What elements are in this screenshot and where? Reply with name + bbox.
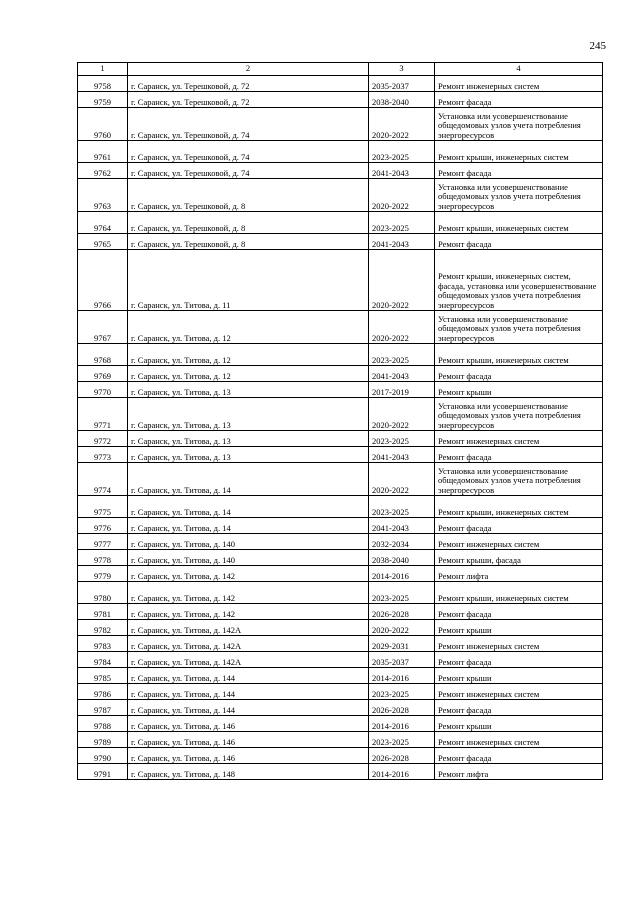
address-cell: г. Саранск, ул. Титова, д. 13 <box>128 447 369 463</box>
address-cell: г. Саранск, ул. Титова, д. 142 <box>128 582 369 604</box>
work-type-cell: Ремонт крыши, фасада <box>435 550 603 566</box>
table-row <box>78 141 603 163</box>
table-header <box>78 63 603 76</box>
address-cell: г. Саранск, ул. Титова, д. 142А <box>128 620 369 636</box>
work-type-cell: Ремонт инженерных систем <box>435 431 603 447</box>
period-cell: 2041-2043 <box>369 518 435 534</box>
address-cell: г. Саранск, ул. Титова, д. 140 <box>128 534 369 550</box>
row-number-cell: 9789 <box>78 732 128 748</box>
work-type-cell: Ремонт инженерных систем <box>435 684 603 700</box>
row-number-cell: 9786 <box>78 684 128 700</box>
work-type-cell: Ремонт лифта <box>435 764 603 780</box>
address-cell: г. Саранск, ул. Титова, д. 144 <box>128 668 369 684</box>
table-row <box>78 684 603 700</box>
address-cell: г. Саранск, ул. Титова, д. 14 <box>128 518 369 534</box>
period-cell: 2020-2022 <box>369 311 435 344</box>
work-type-cell: Ремонт фасада <box>435 366 603 382</box>
table-row <box>78 163 603 179</box>
period-cell: 2041-2043 <box>369 163 435 179</box>
row-number-cell: 9762 <box>78 163 128 179</box>
table-row <box>78 566 603 582</box>
column-header-4: 4 <box>435 63 603 76</box>
work-type-cell: Ремонт фасада <box>435 604 603 620</box>
table-row <box>78 92 603 108</box>
period-cell: 2014-2016 <box>369 716 435 732</box>
address-cell: г. Саранск, ул. Терешковой, д. 72 <box>128 76 369 92</box>
table-row <box>78 652 603 668</box>
work-type-cell: Ремонт крыши, инженерных систем <box>435 496 603 518</box>
period-cell: 2020-2022 <box>369 463 435 496</box>
row-number-cell: 9764 <box>78 212 128 234</box>
table-row <box>78 344 603 366</box>
period-cell: 2023-2025 <box>369 141 435 163</box>
row-number-cell: 9763 <box>78 179 128 212</box>
work-type-cell: Ремонт инженерных систем <box>435 534 603 550</box>
period-cell: 2023-2025 <box>369 431 435 447</box>
work-type-cell: Ремонт крыши, инженерных систем <box>435 212 603 234</box>
period-cell: 2041-2043 <box>369 366 435 382</box>
period-cell: 2020-2022 <box>369 620 435 636</box>
table-row <box>78 732 603 748</box>
column-header-1: 1 <box>78 63 128 76</box>
row-number-cell: 9761 <box>78 141 128 163</box>
table-row <box>78 620 603 636</box>
row-number-cell: 9784 <box>78 652 128 668</box>
address-cell: г. Саранск, ул. Терешковой, д. 8 <box>128 212 369 234</box>
period-cell: 2023-2025 <box>369 212 435 234</box>
period-cell: 2020-2022 <box>369 250 435 311</box>
period-cell: 2035-2037 <box>369 652 435 668</box>
period-cell: 2020-2022 <box>369 179 435 212</box>
repair-schedule-table <box>77 62 603 780</box>
period-cell: 2041-2043 <box>369 234 435 250</box>
row-number-cell: 9769 <box>78 366 128 382</box>
table-row <box>78 398 603 431</box>
period-cell: 2032-2034 <box>369 534 435 550</box>
work-type-cell: Установка или усовершенствование общедомовых узлов учета потребления энергоресурсов <box>435 311 603 344</box>
address-cell: г. Саранск, ул. Титова, д. 13 <box>128 398 369 431</box>
row-number-cell: 9770 <box>78 382 128 398</box>
work-type-cell: Ремонт инженерных систем <box>435 732 603 748</box>
period-cell: 2026-2028 <box>369 748 435 764</box>
work-type-cell: Ремонт крыши <box>435 716 603 732</box>
work-type-cell: Ремонт фасада <box>435 748 603 764</box>
row-number-cell: 9760 <box>78 108 128 141</box>
row-number-cell: 9775 <box>78 496 128 518</box>
page-number: 245 <box>589 40 606 52</box>
period-cell: 2014-2016 <box>369 764 435 780</box>
work-type-cell: Ремонт фасада <box>435 447 603 463</box>
table-row <box>78 764 603 780</box>
work-type-cell: Ремонт крыши <box>435 382 603 398</box>
header-row <box>78 63 603 76</box>
work-type-cell: Ремонт крыши, инженерных систем <box>435 344 603 366</box>
address-cell: г. Саранск, ул. Титова, д. 142А <box>128 636 369 652</box>
address-cell: г. Саранск, ул. Титова, д. 146 <box>128 748 369 764</box>
address-cell: г. Саранск, ул. Терешковой, д. 74 <box>128 108 369 141</box>
table-row <box>78 700 603 716</box>
column-header-3: 3 <box>369 63 435 76</box>
work-type-cell: Установка или усовершенствование общедомовых узлов учета потребления энергоресурсов <box>435 179 603 212</box>
address-cell: г. Саранск, ул. Титова, д. 14 <box>128 496 369 518</box>
period-cell: 2023-2025 <box>369 582 435 604</box>
address-cell: г. Саранск, ул. Титова, д. 142 <box>128 566 369 582</box>
row-number-cell: 9785 <box>78 668 128 684</box>
address-cell: г. Саранск, ул. Терешковой, д. 8 <box>128 179 369 212</box>
row-number-cell: 9788 <box>78 716 128 732</box>
address-cell: г. Саранск, ул. Терешковой, д. 74 <box>128 163 369 179</box>
period-cell: 2017-2019 <box>369 382 435 398</box>
work-type-cell: Ремонт крыши, инженерных систем <box>435 141 603 163</box>
address-cell: г. Саранск, ул. Титова, д. 142 <box>128 604 369 620</box>
work-type-cell: Ремонт фасада <box>435 234 603 250</box>
address-cell: г. Саранск, ул. Титова, д. 140 <box>128 550 369 566</box>
address-cell: г. Саранск, ул. Титова, д. 146 <box>128 716 369 732</box>
table-row <box>78 447 603 463</box>
period-cell: 2023-2025 <box>369 732 435 748</box>
table-row <box>78 234 603 250</box>
address-cell: г. Саранск, ул. Титова, д. 13 <box>128 382 369 398</box>
row-number-cell: 9783 <box>78 636 128 652</box>
work-type-cell: Установка или усовершенствование общедомовых узлов учета потребления энергоресурсов <box>435 398 603 431</box>
table-row <box>78 76 603 92</box>
row-number-cell: 9767 <box>78 311 128 344</box>
row-number-cell: 9790 <box>78 748 128 764</box>
address-cell: г. Саранск, ул. Титова, д. 14 <box>128 463 369 496</box>
period-cell: 2020-2022 <box>369 108 435 141</box>
row-number-cell: 9791 <box>78 764 128 780</box>
address-cell: г. Саранск, ул. Титова, д. 13 <box>128 431 369 447</box>
address-cell: г. Саранск, ул. Титова, д. 144 <box>128 700 369 716</box>
row-number-cell: 9772 <box>78 431 128 447</box>
table-row <box>78 366 603 382</box>
address-cell: г. Саранск, ул. Титова, д. 148 <box>128 764 369 780</box>
work-type-cell: Установка или усовершенствование общедомовых узлов учета потребления энергоресурсов <box>435 108 603 141</box>
address-cell: г. Саранск, ул. Терешковой, д. 72 <box>128 92 369 108</box>
period-cell: 2026-2028 <box>369 604 435 620</box>
work-type-cell: Ремонт фасада <box>435 652 603 668</box>
work-type-cell: Установка или усовершенствование общедомовых узлов учета потребления энергоресурсов <box>435 463 603 496</box>
period-cell: 2014-2016 <box>369 566 435 582</box>
row-number-cell: 9774 <box>78 463 128 496</box>
table-row <box>78 311 603 344</box>
table-row <box>78 668 603 684</box>
period-cell: 2023-2025 <box>369 344 435 366</box>
table-row <box>78 518 603 534</box>
period-cell: 2038-2040 <box>369 92 435 108</box>
period-cell: 2014-2016 <box>369 668 435 684</box>
period-cell: 2026-2028 <box>369 700 435 716</box>
table-row <box>78 179 603 212</box>
address-cell: г. Саранск, ул. Титова, д. 142А <box>128 652 369 668</box>
address-cell: г. Саранск, ул. Терешковой, д. 74 <box>128 141 369 163</box>
table-row <box>78 250 603 311</box>
work-type-cell: Ремонт крыши, инженерных систем, фасада, установка или усовершенствование общедомовых узлов учета потребления энергоресурсов <box>435 250 603 311</box>
table-row <box>78 636 603 652</box>
table-row <box>78 748 603 764</box>
work-type-cell: Ремонт фасада <box>435 518 603 534</box>
period-cell: 2029-2031 <box>369 636 435 652</box>
table-row <box>78 716 603 732</box>
address-cell: г. Саранск, ул. Титова, д. 12 <box>128 311 369 344</box>
table-row <box>78 496 603 518</box>
row-number-cell: 9782 <box>78 620 128 636</box>
table-row <box>78 582 603 604</box>
row-number-cell: 9776 <box>78 518 128 534</box>
work-type-cell: Ремонт фасада <box>435 163 603 179</box>
row-number-cell: 9758 <box>78 76 128 92</box>
row-number-cell: 9780 <box>78 582 128 604</box>
table-body <box>78 76 603 780</box>
address-cell: г. Саранск, ул. Титова, д. 12 <box>128 344 369 366</box>
table-row <box>78 108 603 141</box>
table-row <box>78 534 603 550</box>
column-header-2: 2 <box>128 63 369 76</box>
work-type-cell: Ремонт крыши, инженерных систем <box>435 582 603 604</box>
work-type-cell: Ремонт крыши <box>435 620 603 636</box>
work-type-cell: Ремонт лифта <box>435 566 603 582</box>
work-type-cell: Ремонт фасада <box>435 92 603 108</box>
address-cell: г. Саранск, ул. Титова, д. 144 <box>128 684 369 700</box>
row-number-cell: 9773 <box>78 447 128 463</box>
work-type-cell: Ремонт инженерных систем <box>435 636 603 652</box>
row-number-cell: 9771 <box>78 398 128 431</box>
table-row <box>78 431 603 447</box>
period-cell: 2041-2043 <box>369 447 435 463</box>
row-number-cell: 9778 <box>78 550 128 566</box>
row-number-cell: 9765 <box>78 234 128 250</box>
address-cell: г. Саранск, ул. Титова, д. 11 <box>128 250 369 311</box>
period-cell: 2038-2040 <box>369 550 435 566</box>
table-row <box>78 604 603 620</box>
period-cell: 2023-2025 <box>369 496 435 518</box>
row-number-cell: 9759 <box>78 92 128 108</box>
address-cell: г. Саранск, ул. Титова, д. 146 <box>128 732 369 748</box>
address-cell: г. Саранск, ул. Титова, д. 12 <box>128 366 369 382</box>
row-number-cell: 9766 <box>78 250 128 311</box>
row-number-cell: 9777 <box>78 534 128 550</box>
row-number-cell: 9779 <box>78 566 128 582</box>
table-row <box>78 212 603 234</box>
table-row <box>78 463 603 496</box>
table-row <box>78 382 603 398</box>
address-cell: г. Саранск, ул. Терешковой, д. 8 <box>128 234 369 250</box>
row-number-cell: 9768 <box>78 344 128 366</box>
row-number-cell: 9787 <box>78 700 128 716</box>
work-type-cell: Ремонт фасада <box>435 700 603 716</box>
table-row <box>78 550 603 566</box>
period-cell: 2020-2022 <box>369 398 435 431</box>
period-cell: 2023-2025 <box>369 684 435 700</box>
work-type-cell: Ремонт крыши <box>435 668 603 684</box>
work-type-cell: Ремонт инженерных систем <box>435 76 603 92</box>
row-number-cell: 9781 <box>78 604 128 620</box>
period-cell: 2035-2037 <box>369 76 435 92</box>
